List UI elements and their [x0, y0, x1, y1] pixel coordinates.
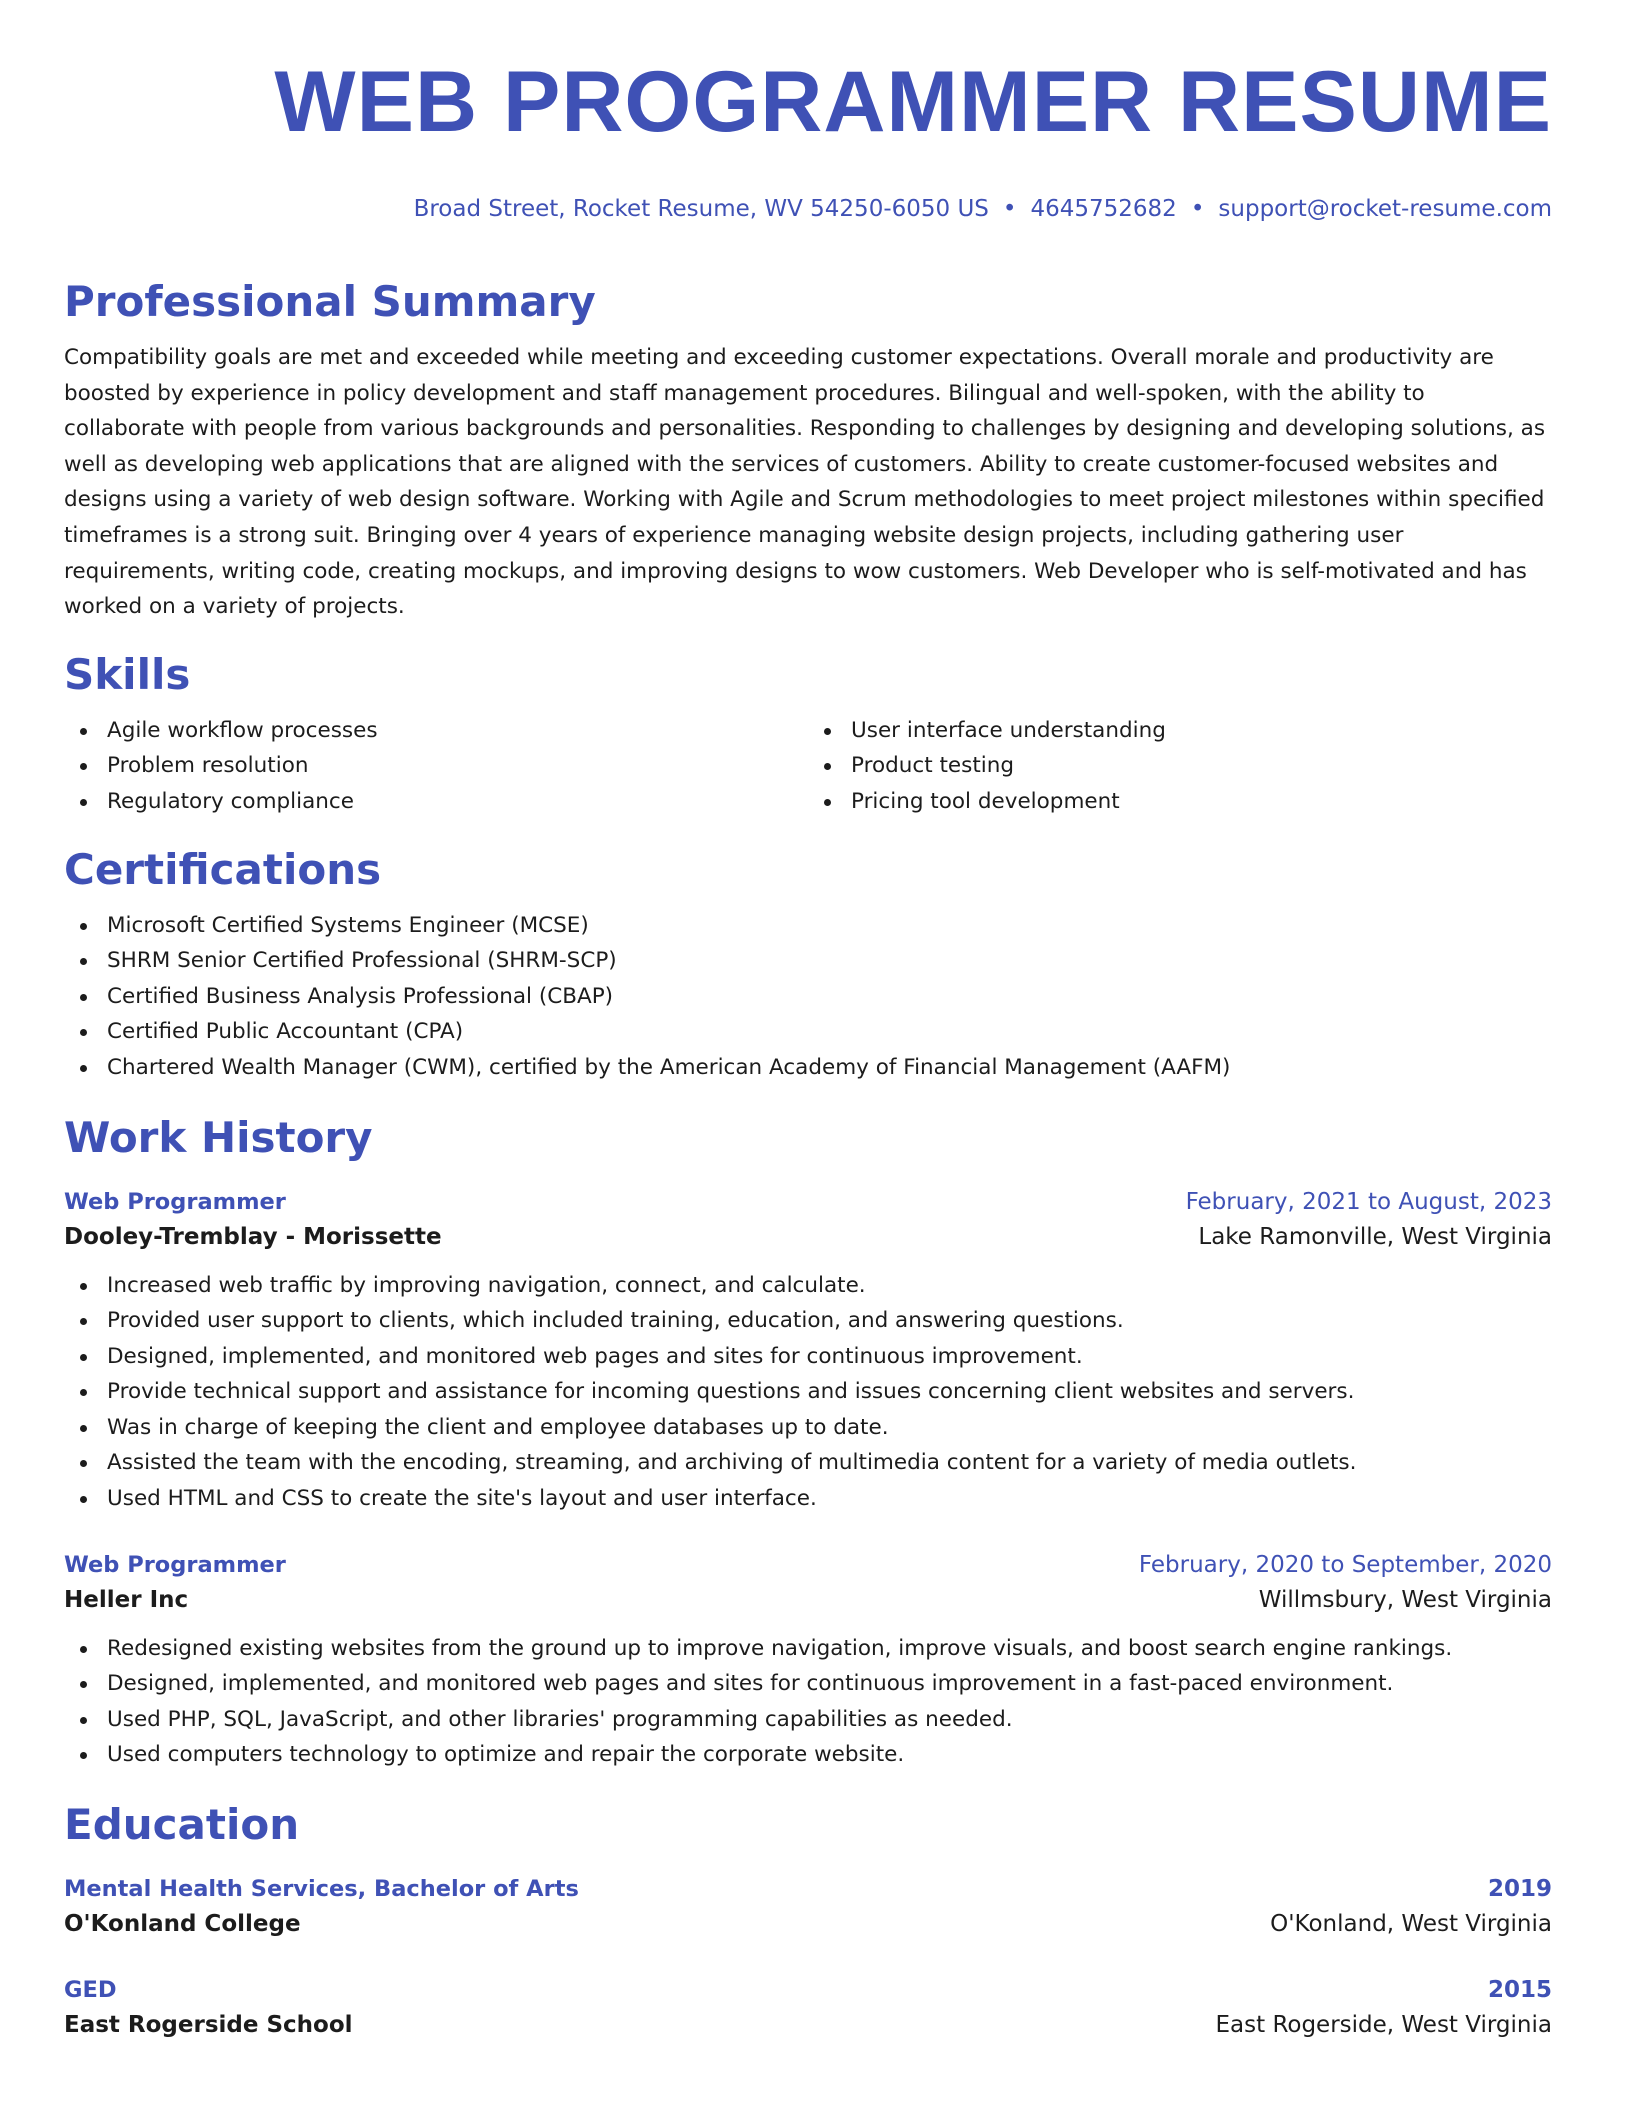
- job-location: Lake Ramonville, West Virginia: [1198, 1223, 1552, 1250]
- skill-item: Problem resolution: [107, 748, 808, 784]
- job-title: Web Programmer: [64, 1551, 286, 1578]
- education-year: 2019: [1487, 1876, 1552, 1903]
- job-company-row: [64, 1218, 1552, 1256]
- education-location: O'Konland, West Virginia: [1270, 1911, 1552, 1938]
- education-header-row: [64, 1873, 1552, 1905]
- contact-email[interactable]: support@rocket-resume.com: [1218, 196, 1552, 222]
- education-entry: [64, 1974, 1552, 2044]
- education-school: O'Konland College: [64, 1911, 301, 1938]
- education-year: 2015: [1487, 1977, 1552, 2004]
- contact-phone: 4645752682: [1030, 196, 1177, 222]
- contact-address: Broad Street, Rocket Resume, WV 54250-6050 US: [413, 196, 989, 222]
- skill-item: Product testing: [851, 748, 1552, 784]
- education-degree: GED: [64, 1977, 117, 2004]
- job-header-row: [64, 1186, 1552, 1218]
- job-bullet: Assisted the team with the encoding, streaming, and archiving of multimedia content for a variety of media outlets.: [107, 1445, 1552, 1481]
- education-location: East Rogerside, West Virginia: [1215, 2012, 1552, 2039]
- education-entry: [64, 1873, 1552, 1943]
- education-degree: Mental Health Services, Bachelor of Arts: [64, 1876, 579, 1903]
- summary-heading: Professional Summary: [64, 277, 596, 326]
- skill-item: Agile workflow processes: [107, 713, 808, 749]
- job-bullet: Was in charge of keeping the client and employee databases up to date.: [107, 1410, 1552, 1446]
- skills-list-left: [64, 713, 808, 820]
- job-bullet: Redesigned existing websites from the ground up to improve navigation, improve visuals, and boost search engine rankings.: [107, 1631, 1552, 1667]
- certification-item: Chartered Wealth Manager (CWM), certified by the American Academy of Financial Management (AAFM): [107, 1050, 1552, 1086]
- skill-item: Pricing tool development: [851, 784, 1552, 820]
- summary-text: Compatibility goals are met and exceeded while meeting and exceeding customer expectations. Overall morale and productivity are boosted by experience in policy development and staff management procedures. Bilingual and well-spoken, with the ability to collaborate with people from various backgrounds and personalities. Responding to challenges by designing and developing solutions, as well as developing web applications that are aligned with the services of customers. Ability to create customer-focused websites and designs using a variety of web design software. Working with Agile and Scrum methodologies to meet project milestones within specified timeframes is a strong suit. Bringing over 4 years of experience managing website design projects, including gathering user requirements, writing code, creating mockups, and improving designs to wow customers. Web Developer who is self-motivated and has worked on a variety of projects.: [64, 345, 1546, 620]
- job-bullet: Designed, implemented, and monitored web pages and sites for continuous improvement in a fast-paced environment.: [107, 1666, 1552, 1702]
- contact-line: [64, 194, 1552, 224]
- resume-page: [64, 52, 1552, 2044]
- job-location: Willmsbury, West Virginia: [1258, 1586, 1552, 1613]
- job-dates: February, 2021 to August, 2023: [1185, 1188, 1552, 1215]
- certification-item: Microsoft Certified Systems Engineer (MCSE): [107, 908, 1552, 944]
- contact-separator: •: [1190, 196, 1205, 222]
- job-header-row: [64, 1549, 1552, 1581]
- job-bullet: Provide technical support and assistance for incoming questions and issues concerning client websites and servers.: [107, 1374, 1552, 1410]
- job-bullet: Used computers technology to optimize and repair the corporate website.: [107, 1737, 1552, 1773]
- job-company-row: [64, 1581, 1552, 1619]
- skills-heading: Skills: [64, 649, 191, 699]
- job-title: Web Programmer: [64, 1188, 286, 1215]
- job-bullet: Used HTML and CSS to create the site's layout and user interface.: [107, 1481, 1552, 1517]
- education-header-row: [64, 1974, 1552, 2006]
- job-entry: [64, 1549, 1552, 1773]
- job-bullet: Used PHP, SQL, JavaScript, and other libraries' programming capabilities as needed.: [107, 1702, 1552, 1738]
- job-company: Heller Inc: [64, 1586, 189, 1613]
- job-bullet: Designed, implemented, and monitored web pages and sites for continuous improvement.: [107, 1339, 1552, 1375]
- education-school: East Rogerside School: [64, 2012, 353, 2039]
- skill-item: Regulatory compliance: [107, 784, 808, 820]
- work-history-heading: Work History: [64, 1112, 373, 1162]
- skills-list-right: [808, 713, 1552, 820]
- education-school-row: [64, 1905, 1552, 1943]
- certifications-list: [64, 908, 1552, 1086]
- job-entry: [64, 1186, 1552, 1517]
- resume-title: WEB PROGRAMMER RESUME: [274, 54, 1552, 150]
- job-dates: February, 2020 to September, 2020: [1138, 1551, 1552, 1578]
- contact-separator: •: [1002, 196, 1017, 222]
- certifications-heading: Certifications: [64, 844, 382, 894]
- job-bullets: [64, 1268, 1552, 1517]
- certification-item: Certified Public Accountant (CPA): [107, 1014, 1552, 1050]
- job-bullet: Increased web traffic by improving navigation, connect, and calculate.: [107, 1268, 1552, 1304]
- certification-item: SHRM Senior Certified Professional (SHRM-SCP): [107, 943, 1552, 979]
- skills-columns: [64, 713, 1552, 820]
- education-school-row: [64, 2006, 1552, 2044]
- certification-item: Certified Business Analysis Professional (CBAP): [107, 979, 1552, 1015]
- job-bullets: [64, 1631, 1552, 1773]
- education-heading: Education: [64, 1800, 300, 1850]
- job-company: Dooley-Tremblay - Morissette: [64, 1223, 442, 1250]
- skill-item: User interface understanding: [851, 713, 1552, 749]
- job-bullet: Provided user support to clients, which included training, education, and answering questions.: [107, 1303, 1552, 1339]
